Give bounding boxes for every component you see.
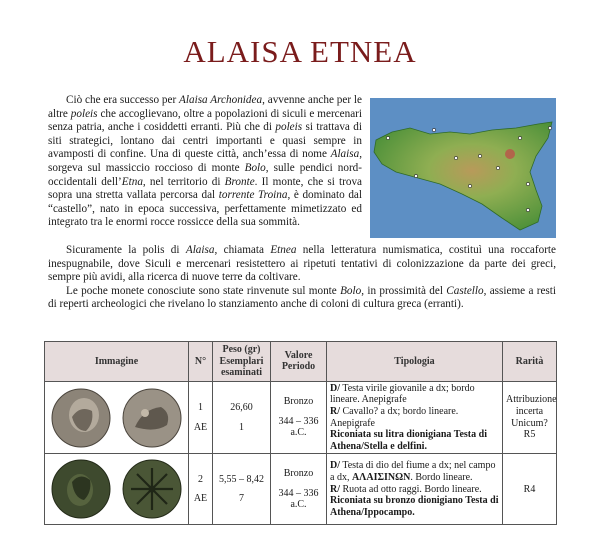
coin-number-cell: 1 AE [189,381,213,454]
coin-obverse-image [50,458,112,520]
intro-text [48,94,362,230]
body-text [48,244,556,312]
coin-image-cell [45,454,189,525]
coin-reverse-image [121,387,183,449]
coin-rarity-cell: Attribuzione incerta Unicum? R5 [503,381,557,454]
header-rarita: Rarità [503,342,557,382]
table-row [45,454,557,525]
coin-image-cell [45,381,189,454]
coin-obverse-image [50,387,112,449]
paragraph-2: Sicuramente la polis di Alaisa, chiamata Etnea nella letteratura numismatica, costituì una roccaforte inespugnabile, dove Siculi e mercenari resistettero ai ripetuti tentativi di colonizzazione da parte dei greci, sempre più avidi, alla ricerca di nuove terre da coltivare. [48,244,557,284]
sicily-map [370,98,556,238]
coin-weight-cell: 26,60 1 [213,381,271,454]
header-immagine: Immagine [45,342,189,382]
coin-rarity-cell: R4 [503,454,557,525]
header-peso: Peso (gr) Esemplari esaminati [213,342,271,382]
coin-value-cell: Bronzo 344 – 336 a.C. [271,381,327,454]
table-row [45,381,557,454]
page-title: ALAISA ETNEA [183,34,417,69]
coin-typology-cell: D/ Testa virile giovanile a dx; bordo lineare. Anepigrafe R/ Cavallo? a dx; bordo lineare. Anepigrafe Riconiata su litra dionigiana Testa di Athena/Stella e delfini. [327,381,503,454]
coin-weight-cell: 5,55 – 8,42 7 [213,454,271,525]
paragraph-1: Ciò che era successo per Alaisa Archonidea, avvenne anche per le altre poleis che accoglievano, oltre a popolazioni di siculi e mercenari senza patria, anche i cosiddetti erranti. Più che di poleis si trattava di siti strategici, lontano dai centri importanti e quasi sempre in avamposti di confine. Una di queste città, anch’essa di nome Alaisa, sorgeva sul massiccio roccioso di monte Bolo, sulle pendici nord-occidentali dell’Etna, nel territorio di Bronte. Il monte, che si trova sopra una stretta vallata percorsa dal torrente Troina, è dominato dal “castello”, nato in epoca successiva, perfettamente mimetizzato ed integrato tra le enormi rocce rossicce della sua sommità. [48,94,363,229]
coin-reverse-image [121,458,183,520]
coin-table [44,341,557,525]
coin-typology-cell: D/ Testa di dio del fiume a dx; nel campo a dx, ΑΛΑΙΣΙΝΩΝ. Bordo lineare. R/ Ruota ad otto raggi. Bordo lineare. Riconiata su bronzo dionigiano Testa di Athena/Ippocampo. [327,454,503,525]
paragraph-3: Le poche monete conosciute sono state rinvenute sul monte Bolo, in prossimità del Castello, assieme a resti di reperti archeologici che rivelano lo stanziamento anche di coloni di cultura greca (erranti). [48,284,556,311]
table-header-row [45,342,557,382]
header-numero: N° [189,342,213,382]
coin-value-cell: Bronzo 344 – 336 a.C. [271,454,327,525]
sicily-map-icon [370,98,556,238]
coin-number-cell: 2 AE [189,454,213,525]
header-tipologia: Tipologia [327,342,503,382]
header-valore: Valore Periodo [271,342,327,382]
